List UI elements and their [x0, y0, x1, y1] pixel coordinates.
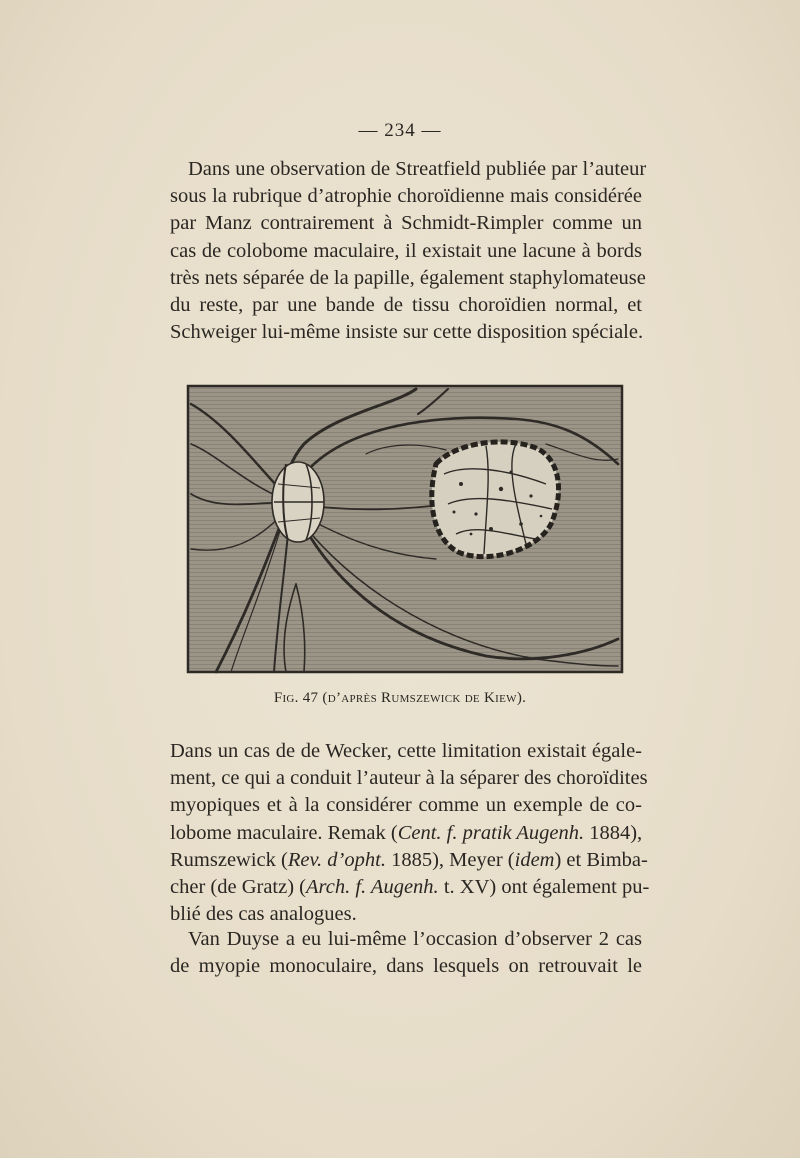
- text-line: [170, 847, 648, 874]
- text-line: très nets séparée de la papille, également staphylomateuse: [170, 266, 646, 289]
- citation-title: Arch. f. Augenh.: [306, 876, 439, 899]
- text-line: sous la rubrique d’atrophie choroïdienne mais considérée: [170, 185, 642, 208]
- caption-author: Rumszewick de Kiew: [381, 690, 517, 706]
- text-line: du reste, par une bande de tissu choroïdien normal, et: [170, 294, 642, 317]
- paragraph-van-duyse: [170, 926, 642, 980]
- text-run: Rumszewick (: [170, 848, 288, 871]
- paragraph-streatfield: [170, 156, 647, 346]
- text-run: cher (de Gratz) (: [170, 876, 307, 899]
- caption-suffix: ).: [516, 690, 527, 706]
- caption-prefix: Fig. 47 (d’après: [273, 690, 382, 706]
- text-run: ) et Bimba-: [554, 848, 648, 871]
- text-line: Dans une observation de Streatfield publiée par l’auteur: [188, 158, 647, 180]
- fundus-illustration: [186, 384, 624, 674]
- text-run: 1885), Meyer (: [385, 848, 515, 871]
- page-number: — 234 —: [358, 120, 442, 141]
- text-line: blié des cas analogues.: [170, 903, 357, 926]
- text-line: par Manz contrairement à Schmidt-Rimpler comme un: [170, 212, 642, 235]
- text-line: Van Duyse a eu lui-même l’occasion d’observer 2 cas: [188, 928, 642, 950]
- text-run: 1884),: [584, 821, 643, 844]
- optic-disc: [272, 462, 324, 542]
- text-line: ment, ce qui a conduit l’auteur à la séparer des choroïdites: [170, 767, 648, 790]
- text-line: [170, 820, 642, 847]
- paragraph-wecker: [170, 738, 650, 928]
- macular-coloboma: [432, 442, 559, 557]
- text-line: de myopie monoculaire, dans lesquels on retrouvait le: [170, 955, 642, 978]
- citation-title: Rev. d’opht.: [287, 848, 386, 871]
- text-line: cas de colobome maculaire, il existait une lacune à bords: [170, 239, 642, 262]
- figure-frame: [188, 386, 622, 672]
- citation-title: Cent. f. pratik Augenh.: [397, 821, 585, 844]
- citation-title: idem: [514, 848, 555, 871]
- figure-caption: [0, 690, 800, 707]
- text-line: [170, 874, 650, 901]
- text-run: t. XV) ont également pu-: [438, 876, 650, 899]
- text-run: lobome maculaire. Remak (: [170, 821, 398, 844]
- text-line: myopiques et à la considérer comme un exemple de co-: [170, 794, 642, 817]
- text-line: Dans un cas de de Wecker, cette limitation existait égale-: [170, 740, 642, 762]
- text-line: Schweiger lui-même insiste sur cette disposition spéciale.: [170, 321, 644, 344]
